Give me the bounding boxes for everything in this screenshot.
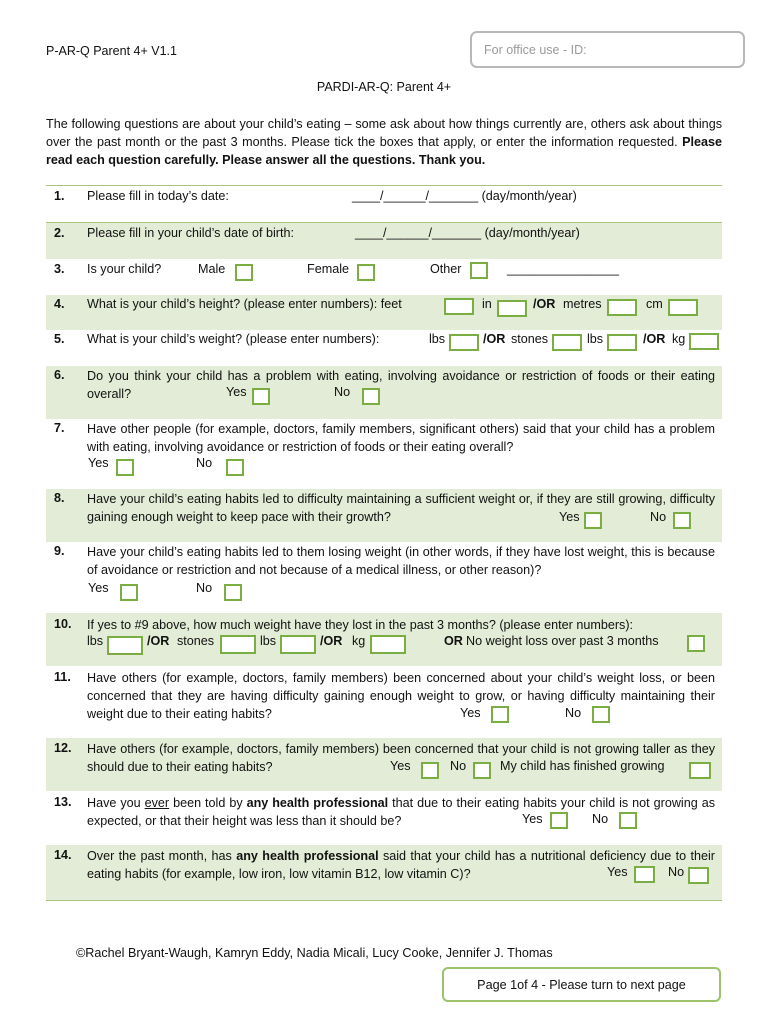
no-label: No — [592, 812, 609, 826]
question-number: 5. — [54, 332, 65, 346]
question-row-14 — [46, 845, 722, 901]
question-number: 1. — [54, 189, 65, 203]
question-number: 11. — [54, 670, 71, 684]
no-checkbox[interactable] — [619, 812, 637, 829]
no-label: No — [668, 865, 685, 879]
other-label: Other — [430, 262, 462, 276]
question-text: Have your child’s eating habits led to difficulty maintaining a sufficient weight or, if they are still growing, difficulty gaining enough weight to keep pace with their growth? — [87, 492, 715, 524]
no-checkbox[interactable] — [362, 388, 380, 405]
no-label: No — [650, 510, 667, 524]
yes-label: Yes — [88, 456, 109, 470]
question-number: 4. — [54, 297, 65, 311]
yes-label: Yes — [390, 759, 411, 773]
cm-label: cm — [646, 297, 663, 311]
question-text-part: that due to their eating habits your child is not growing as expected, or that their height was less than it should be? — [87, 796, 715, 828]
question-text: What is your child’s weight? (please enter numbers): — [87, 332, 380, 346]
page-indicator: Page 1of 4 - Please turn to next page — [442, 967, 721, 1002]
other-checkbox[interactable] — [470, 262, 488, 279]
lbs-label: lbs — [87, 634, 104, 648]
lbs-label-2: lbs — [260, 634, 277, 648]
feet-input[interactable] — [444, 298, 474, 315]
question-text: Please fill in today’s date: — [87, 189, 229, 203]
yes-checkbox[interactable] — [116, 459, 134, 476]
metres-label: metres — [563, 297, 602, 311]
kg-input[interactable] — [370, 635, 406, 654]
kg-label: kg — [672, 332, 686, 346]
question-number: 14. — [54, 848, 72, 862]
question-text: If yes to #9 above, how much weight have they lost in the past 3 months? (please enter numbers): — [87, 618, 634, 632]
male-checkbox[interactable] — [235, 264, 253, 281]
question-number: 10. — [54, 617, 72, 631]
office-use-id-field[interactable]: For office use - ID: — [470, 31, 745, 68]
or-label-3: OR — [444, 634, 463, 648]
stones-input[interactable] — [552, 334, 582, 351]
no-label: No — [196, 456, 213, 470]
no-checkbox[interactable] — [226, 459, 244, 476]
question-row-8 — [46, 489, 722, 542]
question-row-11 — [46, 666, 722, 738]
question-number: 13. — [54, 795, 72, 809]
intro-bold-text: Please read each question carefully. Please answer all the questions. Thank you. — [46, 135, 722, 167]
kg-input[interactable] — [689, 333, 719, 350]
or-label-2: /OR — [320, 634, 343, 648]
question-text-part: Over the past month, has — [87, 849, 237, 863]
no-label: No — [450, 759, 467, 773]
intro-text: The following questions are about your child’s eating – some ask about how things currently are, others ask about things over the past month or the past 3 months. Please tick the boxes that apply, or enter the information requested. — [46, 117, 722, 149]
yes-checkbox[interactable] — [584, 512, 602, 529]
female-checkbox[interactable] — [357, 264, 375, 281]
stones-input[interactable] — [220, 635, 256, 654]
no-checkbox[interactable] — [688, 867, 709, 884]
date-of-birth-field[interactable]: ____/______/_______ (day/month/year) — [355, 226, 580, 240]
yes-label: Yes — [88, 581, 109, 595]
question-number: 12. — [54, 741, 72, 755]
question-row-2 — [46, 222, 722, 259]
no-checkbox[interactable] — [673, 512, 691, 529]
emphasis-health-professional: any health professional — [246, 796, 389, 810]
question-text-part: said that your child has a nutritional deficiency due to their eating habits (for example, low iron, low vitamin B12, low vitamin C)? — [87, 849, 715, 881]
question-row-6 — [46, 366, 722, 419]
no-label: No — [565, 706, 582, 720]
question-row-4 — [46, 295, 722, 330]
stones-label: stones — [511, 332, 549, 346]
question-text: What is your child’s height? (please enter numbers): feet — [87, 297, 402, 311]
yes-checkbox[interactable] — [120, 584, 138, 601]
intro-paragraph — [46, 115, 722, 169]
yes-label: Yes — [226, 385, 247, 399]
question-text: Have your child’s eating habits led to them losing weight (in other words, if they have lost weight, this is because of avoidance or restriction and not because of a medical illness, or other reason)? — [87, 545, 715, 577]
finished-growing-checkbox[interactable] — [689, 762, 711, 779]
lbs-label-2: lbs — [587, 332, 604, 346]
lbs-input[interactable] — [107, 636, 143, 655]
or-label-2: /OR — [643, 332, 666, 346]
no-checkbox[interactable] — [592, 706, 610, 723]
lbs-input[interactable] — [449, 334, 479, 351]
question-text: Please fill in your child’s date of birth: — [87, 226, 294, 240]
no-label: No — [334, 385, 351, 399]
question-number: 9. — [54, 544, 65, 558]
inches-label: in — [482, 297, 492, 311]
question-row-5 — [46, 330, 722, 366]
metres-input[interactable] — [607, 299, 637, 316]
question-number: 8. — [54, 491, 65, 505]
copyright-notice: ©Rachel Bryant-Waugh, Kamryn Eddy, Nadia Micali, Lucy Cooke, Jennifer J. Thomas — [76, 946, 553, 960]
lbs-input-2[interactable] — [280, 635, 316, 654]
finished-growing-label: My child has finished growing — [500, 759, 665, 773]
question-text-part: Have you — [87, 796, 145, 810]
question-number: 3. — [54, 262, 65, 276]
question-number: 6. — [54, 368, 65, 382]
no-checkbox[interactable] — [473, 762, 491, 779]
lbs-input-2[interactable] — [607, 334, 637, 351]
other-specify-field[interactable]: ________________ — [507, 262, 620, 276]
kg-label: kg — [352, 634, 366, 648]
form-title: PARDI-AR-Q: Parent 4+ — [316, 80, 452, 94]
question-row-1 — [46, 185, 722, 222]
yes-label: Yes — [460, 706, 481, 720]
question-row-7 — [46, 419, 722, 489]
no-weight-loss-label: No weight loss over past 3 months — [466, 634, 659, 648]
yes-label: Yes — [607, 865, 628, 879]
emphasis-ever: ever — [144, 796, 170, 810]
question-text: Have other people (for example, doctors, family members, significant others) said that your child has a problem with eating, involving avoidance or restriction of foods or their eating overall? — [87, 422, 715, 454]
question-text: Do you think your child has a problem with eating, involving avoidance or restriction of foods or their eating overall? — [87, 369, 715, 401]
question-row-10 — [46, 613, 722, 666]
male-label: Male — [198, 262, 226, 276]
cm-input[interactable] — [668, 299, 698, 316]
question-row-12 — [46, 738, 722, 791]
date-field[interactable]: ____/______/_______ (day/month/year) — [352, 189, 577, 203]
question-number: 7. — [54, 421, 65, 435]
yes-label: Yes — [559, 510, 580, 524]
or-label: /OR — [147, 634, 170, 648]
yes-checkbox[interactable] — [634, 866, 655, 883]
question-text: Have others (for example, doctors, family members) been concerned about your child’s weight loss, or been concerned that they are having difficulty gaining enough weight to grow, or having difficulty maintaining their weight due to their eating habits? — [87, 671, 715, 721]
or-label: /OR — [483, 332, 506, 346]
no-weight-loss-checkbox[interactable] — [687, 635, 705, 652]
question-text: Have others (for example, doctors, family members) been concerned that your child is not growing taller as they should due to their eating habits? — [87, 742, 715, 774]
yes-checkbox[interactable] — [491, 706, 509, 723]
question-number: 2. — [54, 226, 65, 240]
yes-checkbox[interactable] — [550, 812, 568, 829]
yes-checkbox[interactable] — [421, 762, 439, 779]
form-version: P-AR-Q Parent 4+ V1.1 — [46, 44, 177, 58]
question-row-3 — [46, 259, 722, 295]
emphasis-health-professional: any health professional — [236, 849, 379, 863]
inches-input[interactable] — [497, 300, 527, 317]
female-label: Female — [307, 262, 349, 276]
yes-checkbox[interactable] — [252, 388, 270, 405]
question-row-9 — [46, 542, 722, 613]
question-text-part: been told by — [169, 796, 247, 810]
no-checkbox[interactable] — [224, 584, 242, 601]
or-label: /OR — [533, 297, 556, 311]
question-text: Is your child? — [87, 262, 162, 276]
yes-label: Yes — [522, 812, 543, 826]
no-label: No — [196, 581, 213, 595]
question-row-13 — [46, 791, 722, 845]
stones-label: stones — [177, 634, 215, 648]
lbs-label: lbs — [429, 332, 446, 346]
